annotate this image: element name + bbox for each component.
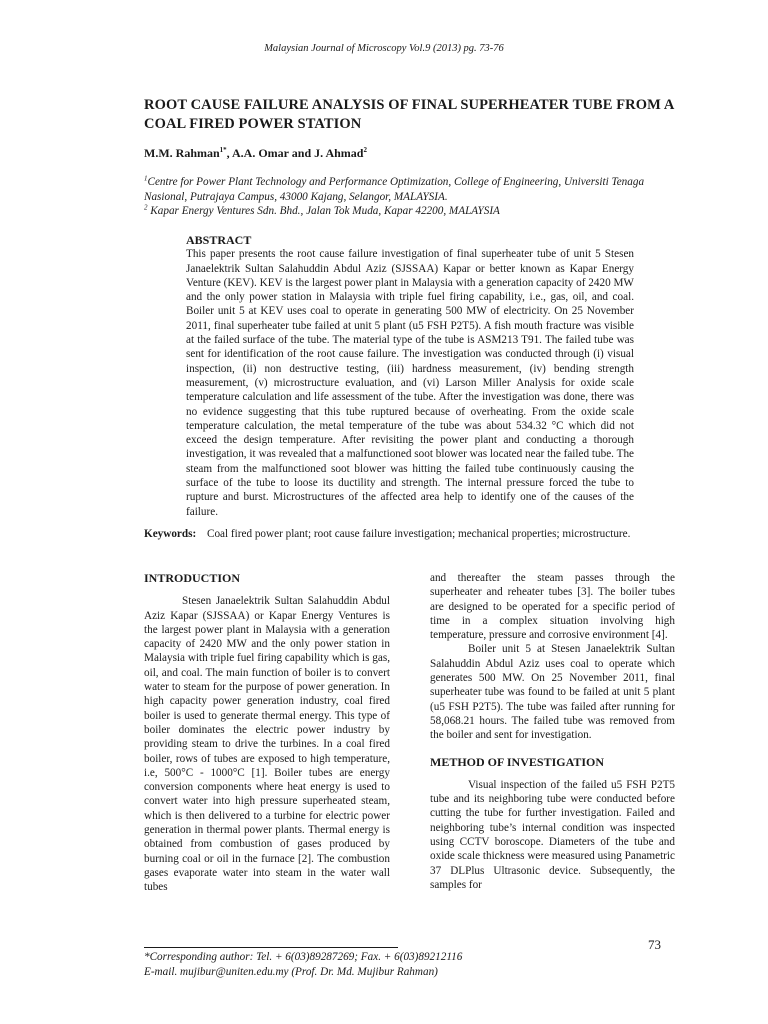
left-column bbox=[144, 571, 390, 895]
method-paragraph: Visual inspection of the failed u5 FSH P2T5 tube and its neighboring tube were conducted before cutting the tube for further investigation. Failed and neighboring tube’s internal condition was inspected using CCTV boroscope. Diameters of the tube and oxide scale thickness were measured using Panametric 37 DLPlus Ultrasonic device. Subsequently, the samples for bbox=[430, 778, 675, 891]
abstract-text: This paper presents the root cause failure investigation of final superheater tube of unit 5 Stesen Janaelektrik Sultan Salahuddin Abdul Aziz (SJSSAA) Kapar or better known as Kapar Energy Venture (KEV). KEV is the largest power plant in Malaysia with a generation capacity of 2420 MW and the only power station in Malaysia with triple fuel firing capability, i.e., gas, oil, and coal. Boiler unit 5 at KEV uses coal to operate in generating 500 MW of electricity. On 25 November 2011, final superheater tube failed at unit 5 plant (u5 FSH P2T5). A fish mouth fracture was visible at the failed surface of the tube. The material type of the tube is ASM213 T91. The failed tube was sent for identification of the root cause failure. The investigation was conducted through (i) visual inspection, (ii) non destructive testing, (iii) hardness measurement, (iv) bending strength measurement, (v) microstructure evaluation, and (vi) Larson Miller Analysis for oxide scale temperature calculation and life assessment of the tube. After the investigation was done, there was no evidence suggesting that this tube ruptured because of overheating. From the oxide scale temperature calculation, the metal temperature of the tube was about 534.32 °C which did not exceed the design temperature. After revisiting the power plant and conducting a thorough investigation, it was revealed that a malfunctioned soot blower was located near the failed tube. The steam from the malfunctioned soot blower was hitting the failed tube continuously causing the surface of the tube to loose its ductility and strength. The internal pressure forced the tube to rupture and burst. Microstructures of the affected area help to identify one of the causes of the failure. bbox=[186, 248, 634, 518]
affiliation-superscript: 2 bbox=[144, 203, 148, 212]
introduction-paragraph-continued: and thereafter the steam passes through the superheater and reheater tubes [3]. The boiler tubes are designed to be operated for a specific period of time in a complex situation involving high temperature, pressure and corrosive environment [4]. bbox=[430, 572, 675, 642]
introduction-paragraph-2: Boiler unit 5 at Stesen Janaelektrik Sultan Salahuddin Abdul Aziz uses coal to operate which generates 500 MW. On 25 November 2011, final superheater tube was found to be failed at unit 5 plant (u5 FSH P2T5). The tube was failed after running for 58,068.21 hours. The failed tube was removed from the boiler and sent for investigation. bbox=[430, 643, 675, 742]
keywords-section bbox=[144, 527, 634, 541]
introduction-paragraph: Stesen Janaelektrik Sultan Salahuddin Abdul Aziz Kapar (SJSSAA) or Kapar Energy Ventures is the largest power plant in Malaysia with a generation capacity of 2420 MW and the only power station in Malaysia with triple fuel firing capability which is gas, oil, and coal. The main function of boiler is to convert water to steam for the purpose of power generation. In high capacity power generation industry, coal fired boiler is used to generate thermal energy. This type of boiler dominates the electric power industry by providing steam to drive the turbines. In a coal fired boiler, rows of tubes are exposed to high temperature, i.e, 500°C - 1000°C [1]. Boiler tubes are energy conversion components where heat energy is used to convert water into high pressure superheated steam, which is then delivered to a turbine for electric power generation in thermal power plants. Thermal energy is obtained from combustion of gases produced by burning coal or oil in the furnace [2]. The combustion gases evaporate water into steam in the water wall tubes bbox=[144, 595, 390, 894]
author-list bbox=[144, 146, 367, 161]
footnote-divider bbox=[144, 947, 398, 948]
keywords-text: Coal fired power plant; root cause failure investigation; mechanical properties; microstructure. bbox=[207, 528, 631, 540]
journal-header: Malaysian Journal of Microscopy Vol.9 (2013) pg. 73-76 bbox=[264, 43, 504, 54]
footnote-email: E-mail. mujibur@uniten.edu.my (Prof. Dr. Md. Mujibur Rahman) bbox=[144, 966, 438, 978]
section-spacer bbox=[430, 743, 675, 755]
affiliation-2: $^2$ Kapar Energy Ventures Sdn. Bhd., Jalan Tok Muda, Kapar 42200, MALAYSIA bbox=[144, 203, 500, 217]
right-column bbox=[430, 571, 675, 892]
footnote-contact: *Corresponding author: Tel. + 6(03)89287269; Fax. + 6(03)89212116 bbox=[144, 951, 463, 963]
affiliation-1: $^1$Centre for Power Plant Technology and Performance Optimization, College of Engineering, Universiti Tenaga Nasional, Putrajaya Campus, 43000 Kajang, Selangor, MALAYSIA. bbox=[144, 174, 645, 203]
introduction-heading: INTRODUCTION bbox=[144, 571, 241, 585]
author-name: M.M. Rahman bbox=[144, 146, 220, 160]
author-superscript: 2 bbox=[363, 146, 367, 154]
author-name: , A.A. Omar and J. Ahmad bbox=[226, 146, 364, 160]
author-superscript: 1* bbox=[219, 146, 227, 154]
method-heading: METHOD OF INVESTIGATION bbox=[430, 754, 605, 769]
affiliation-superscript: 1 bbox=[144, 174, 148, 183]
paper-title: ROOT CAUSE FAILURE ANALYSIS OF FINAL SUPERHEATER TUBE FROM A COAL FIRED POWER STATION bbox=[144, 97, 674, 132]
keywords-label: Keywords: bbox=[144, 528, 197, 540]
page-number: 73 bbox=[648, 937, 661, 952]
abstract-section bbox=[186, 233, 634, 519]
footnote bbox=[144, 950, 664, 980]
abstract-heading: ABSTRACT bbox=[186, 233, 252, 247]
affiliations bbox=[144, 175, 679, 219]
